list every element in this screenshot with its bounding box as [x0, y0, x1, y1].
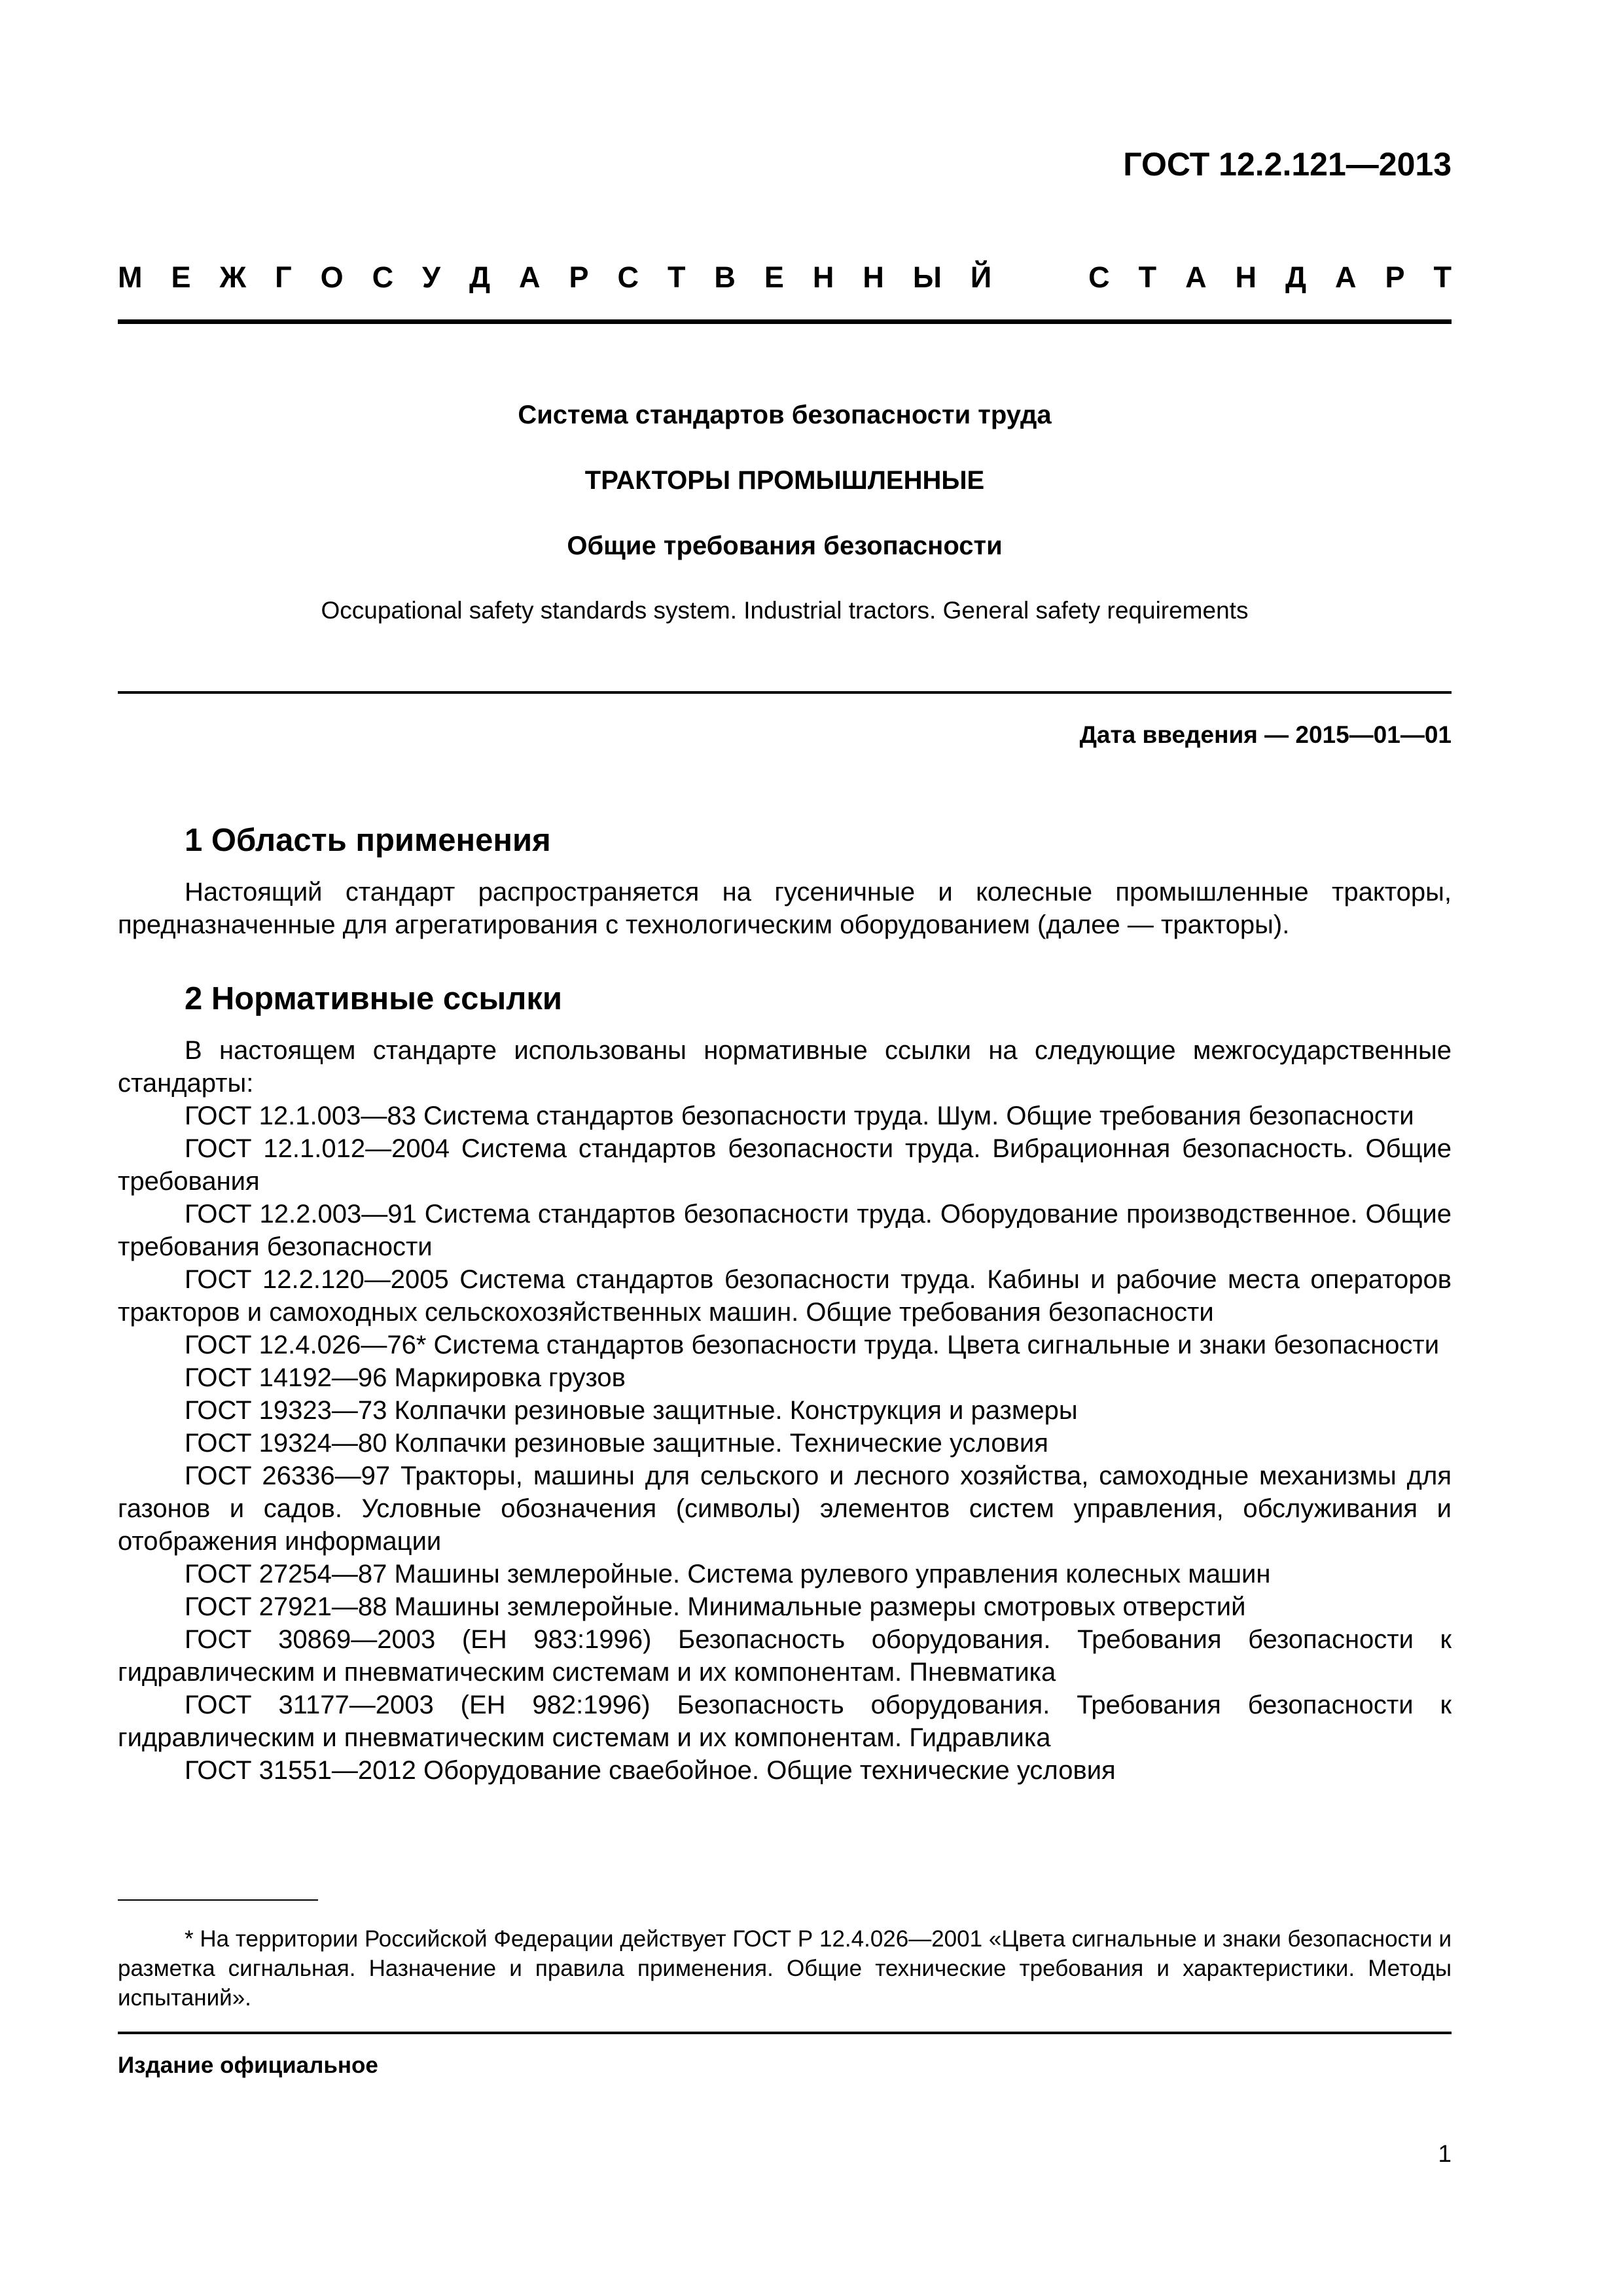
official-edition-label: Издание официальное	[118, 2053, 378, 2078]
doc-type-letter: Т	[1138, 260, 1157, 294]
document-type-heading	[118, 260, 1452, 295]
doc-type-letter: Н	[1235, 260, 1257, 294]
footnote-separator	[118, 1899, 318, 1901]
doc-type-letter: Р	[1385, 260, 1405, 294]
section-body-scope	[118, 876, 1452, 941]
footer-divider	[118, 2032, 1452, 2034]
section-heading-normative-references: 2 Нормативные ссылки	[185, 981, 562, 1016]
doc-type-letter: Р	[569, 260, 589, 294]
reference-item: ГОСТ 12.4.026—76* Система стандартов безопасности труда. Цвета сигнальные и знаки безопасности	[185, 1331, 1440, 1359]
doc-type-letter: Н	[812, 260, 834, 294]
reference-item: ГОСТ 19323—73 Колпачки резиновые защитные. Конструкция и размеры	[185, 1396, 1078, 1425]
doc-type-letter: Е	[171, 260, 191, 294]
standard-number: ГОСТ 12.2.121—2013	[1123, 146, 1452, 183]
normative-references-list	[118, 1034, 1452, 1787]
paragraph: Настоящий стандарт распространяется на гусеничные и колесные промышленные тракторы, предназначенные для агрегатирования с технологическим оборудованием (далее — тракторы).	[118, 878, 1452, 939]
doc-type-letter: А	[519, 260, 541, 294]
reference-item: ГОСТ 31551—2012 Оборудование сваебойное. Общие технические условия	[185, 1756, 1116, 1785]
doc-type-letter: Й	[970, 260, 992, 294]
doc-type-letter: Д	[469, 260, 491, 294]
reference-item: ГОСТ 26336—97 Тракторы, машины для сельского и лесного хозяйства, самоходные механизмы для газонов и садов. Условные обозначения (символы) элементов систем управления, обслуживания и отображения информации	[118, 1462, 1452, 1556]
reference-item: ГОСТ 12.2.003—91 Система стандартов безопасности труда. Оборудование производственное. Общие требования безопасности	[118, 1200, 1452, 1261]
title-divider	[118, 691, 1452, 694]
doc-type-letter: А	[1335, 260, 1357, 294]
english-title: Occupational safety standards system. Industrial tractors. General safety requirements	[321, 597, 1249, 624]
doc-type-letter: Ж	[219, 260, 247, 294]
doc-type-letter: А	[1185, 260, 1207, 294]
doc-type-letter: Т	[667, 260, 686, 294]
reference-item: ГОСТ 12.1.012—2004 Система стандартов безопасности труда. Вибрационная безопасность. Общие требования	[118, 1134, 1452, 1196]
reference-item: ГОСТ 12.1.003—83 Система стандартов безопасности труда. Шум. Общие требования безопасности	[185, 1102, 1414, 1130]
doc-type-letter: С	[1088, 260, 1110, 294]
section-heading-scope: 1 Область применения	[185, 823, 551, 858]
series-title: Система стандартов безопасности труда	[518, 401, 1052, 429]
reference-item: ГОСТ 27921—88 Машины землеройные. Минимальные размеры смотровых отверстий	[185, 1592, 1246, 1621]
footnote-text: * На территории Российской Федерации действует ГОСТ Р 12.4.026—2001 «Цвета сигнальные и знаки безопасности и разметка сигнальная. Назначение и правила применения. Общие технические требования и характеристики. Методы испытаний».	[118, 1926, 1452, 2011]
header-divider	[118, 319, 1452, 324]
doc-type-letter: В	[714, 260, 736, 294]
doc-type-letter: Ы	[912, 260, 942, 294]
reference-item: ГОСТ 27254—87 Машины землеройные. Система рулевого управления колесных машин	[185, 1560, 1271, 1588]
doc-type-letter: Т	[1433, 260, 1452, 294]
reference-item: ГОСТ 31177—2003 (ЕН 982:1996) Безопасность оборудования. Требования безопасности к гидравлическим и пневматическим системам и их компонентам. Гидравлика	[118, 1691, 1452, 1752]
document-subtitle: Общие требования безопасности	[567, 531, 1003, 560]
doc-type-letter: С	[617, 260, 639, 294]
doc-type-letter: М	[118, 260, 143, 294]
doc-type-letter: Г	[275, 260, 292, 294]
paragraph: В настоящем стандарте использованы нормативные ссылки на следующие межгосударственные стандарты:	[118, 1036, 1452, 1098]
introduction-date: Дата введения — 2015—01—01	[1079, 721, 1452, 748]
doc-type-letter: О	[320, 260, 344, 294]
doc-type-letter: Е	[764, 260, 784, 294]
doc-type-letter: Д	[1285, 260, 1307, 294]
doc-type-letter: С	[372, 260, 394, 294]
page-number: 1	[1438, 2140, 1452, 2167]
doc-type-letter: Н	[863, 260, 884, 294]
reference-item: ГОСТ 19324—80 Колпачки резиновые защитные. Технические условия	[185, 1429, 1048, 1458]
reference-item: ГОСТ 12.2.120—2005 Система стандартов безопасности труда. Кабины и рабочие места операторов тракторов и самоходных сельскохозяйственных машин. Общие требования безопасности	[118, 1265, 1452, 1327]
document-title: ТРАКТОРЫ ПРОМЫШЛЕННЫЕ	[584, 466, 985, 495]
footnote	[118, 1924, 1452, 2013]
reference-item: ГОСТ 30869—2003 (ЕН 983:1996) Безопасность оборудования. Требования безопасности к гидравлическим и пневматическим системам и их компонентам. Пневматика	[118, 1625, 1452, 1687]
reference-item: ГОСТ 14192—96 Маркировка грузов	[185, 1363, 626, 1392]
doc-type-letter: У	[422, 260, 441, 294]
